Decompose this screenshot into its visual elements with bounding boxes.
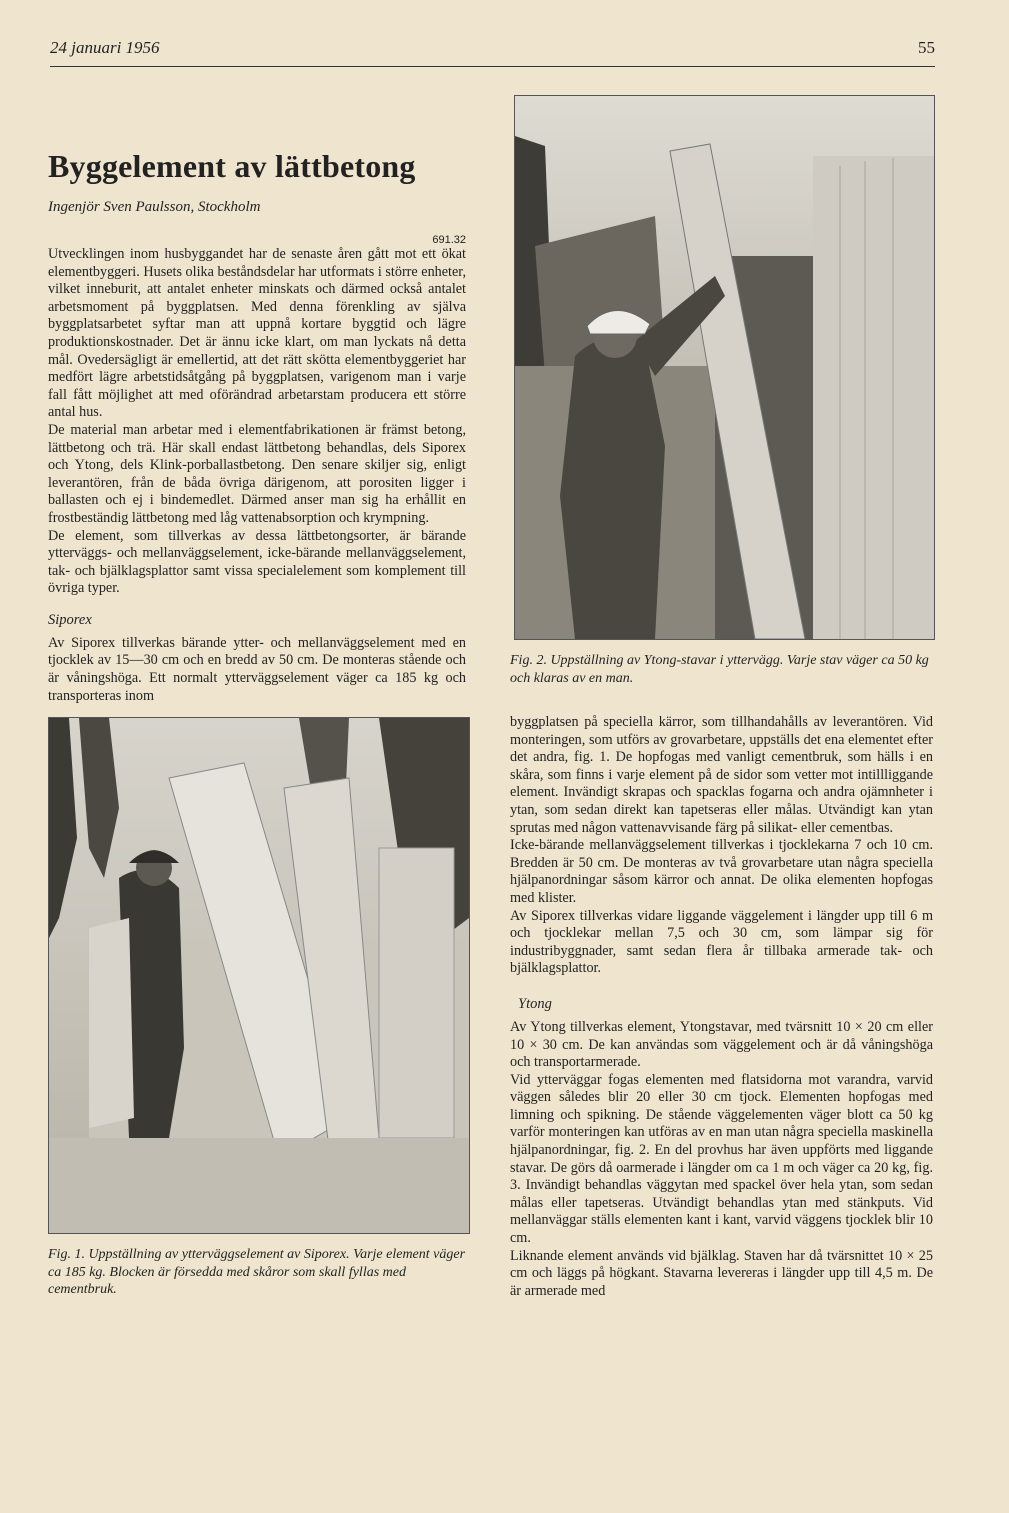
paragraph: Utvecklingen inom husbyggandet har de senaste åren gått mot ett ökat elementbyggeri. Husets olika beståndsdelar har utformats i större enheter, vilket inneburit, att antalet enheter minskats och därmed också antalet arbetsmoment på byggplatsen. Med denna förenkling av själva byggplatsarbetet syftar man att uppnå kortare byggtid och lägre produktionskostnader. Det är ännu icke klart, om man lyckats nå detta mål. Ovedersägligt är emellertid, att det rätt skötta elementbyggeriet har medfört lägre arbetstidsåtgång på byggplatsen, varigenom man i varje fall fått möjlighet att med oförändrad arbetarstam producera ett större antal hus. [48, 246, 466, 421]
intro-text [48, 246, 466, 598]
ytong-text [510, 1019, 933, 1301]
paragraph: Av Ytong tillverkas element, Ytongstavar, med tvärsnitt 10 × 20 cm eller 10 × 30 cm. De kan användas som väggelement och är då våningshöga och transportarmerade. [510, 1018, 933, 1071]
paragraph: Av Siporex tillverkas bärande ytter- och mellanväggselement med en tjocklek av 15—30 cm och en bredd av 50 cm. De monteras stående och är våningshöga. Ett normalt ytterväggselement väger ca 185 kg och transporteras inom [48, 634, 466, 704]
fig1-photo [48, 717, 470, 1234]
paragraph: De element, som tillverkas av dessa lättbetongsorter, är bärande ytterväggs- och mellanväggselement, icke-bärande mellanväggselement, tak- och bjälklagsplattor samt vissa specialelement som komplement till övriga typer. [48, 527, 466, 597]
issue-date: 24 januari 1956 [50, 38, 160, 57]
paragraph: De material man arbetar med i elementfabrikationen är främst betong, lättbetong och trä. Här skall endast lättbetong behandlas, dels Siporex och Ytong, dels Klink-porballastbetong. Den senare skiljer sig, enligt leverantören, från de båda övriga därigenom, att porositen ligger i ballasten och ej i bindemedlet. Därmed anser man sig ha erhållit en frostbeständig lättbetong med låg vattenabsorption och krympning. [48, 421, 466, 526]
article-title: Byggelement av lättbetong [48, 148, 416, 184]
paragraph: byggplatsen på speciella kärror, som tillhandahålls av leverantören. Vid monteringen, som utförs av grovarbetare, uppställs det ena elementet efter det andra, fig. 1. De hopfogas med vanligt cementbruk, som hälls i en skåra, som finns i varje element på de sidor som vetter mot intillliggande element. Invändigt skrapas och spacklas fogarna och andra ojämnheter i ytan, som sedan direkt kan tapetseras eller målas. Utvändigt kan ytan sprutas med någon vattenavvisande färg på silikat- eller cementbas. [510, 714, 933, 836]
paragraph: Vid ytterväggar fogas elementen med flatsidorna mot varandra, varvid väggen således blir 20 eller 30 cm tjock. Elementen hopfogas med limning och spikning. De stående väggelementen väger blott ca 50 kg varför monteringen kan utföras av en man utan några speciella maskinella hjälpanordningar, fig. 2. En del provhus har även uppförts med liggande stavar. De görs då oarmerade i längder om ca 1 m och väger ca 20 kg, fig. 3. Invändigt behandlas väggytan med spackel över hela ytan, som sedan målas eller tapetseras. Utvändigt behandlas ytan med stänkputs. Vid mellanväggar ställs elementen kant i kant, varvid väggens tjocklek blir 10 cm. [510, 1071, 933, 1247]
fig2-photo [514, 95, 935, 640]
fig2-caption: Fig. 2. Uppställning av Ytong-stavar i yttervägg. Varje stav väger ca 50 kg och klaras av en man. [510, 653, 929, 686]
siporex-continued [510, 714, 933, 978]
page-number: 55 [918, 38, 935, 57]
left-column [48, 140, 466, 1299]
ytong-heading: Ytong [518, 995, 552, 1012]
siporex-heading: Siporex [48, 611, 92, 628]
paragraph: Liknande element används vid bjälklag. Staven har då tvärsnittet 10 × 25 cm och läggs på högkant. Stavarna levereras i längder upp till 4,5 m. De är armerade med [510, 1247, 933, 1299]
paragraph: Icke-bärande mellanväggselement tillverkas i tjocklekarna 7 och 10 cm. Bredden är 50 cm. De monteras av två grovarbetare utan några speciella hjälpanordningar såsom kärror och annat. De olika elementen hopfogas med klister. [510, 837, 933, 906]
fig1-caption: Fig. 1. Uppställning av ytterväggselement av Siporex. Varje element väger ca 185 kg. Blocken är försedda med skåror som skall fyllas med cementbruk. [48, 1247, 466, 1298]
right-column [510, 95, 933, 1300]
udc-code: 691.32 [432, 234, 466, 246]
paragraph: Av Siporex tillverkas vidare liggande väggelement i längder upp till 6 m och tjocklekar mellan 7,5 och 30 cm, som lämpar sig för industribyggnader, samt sedan flera år tillbaka armerade tak- och bjälklagsplattor. [510, 907, 933, 977]
article-author: Ingenjör Sven Paulsson, Stockholm [48, 199, 261, 215]
page-header [50, 36, 935, 67]
